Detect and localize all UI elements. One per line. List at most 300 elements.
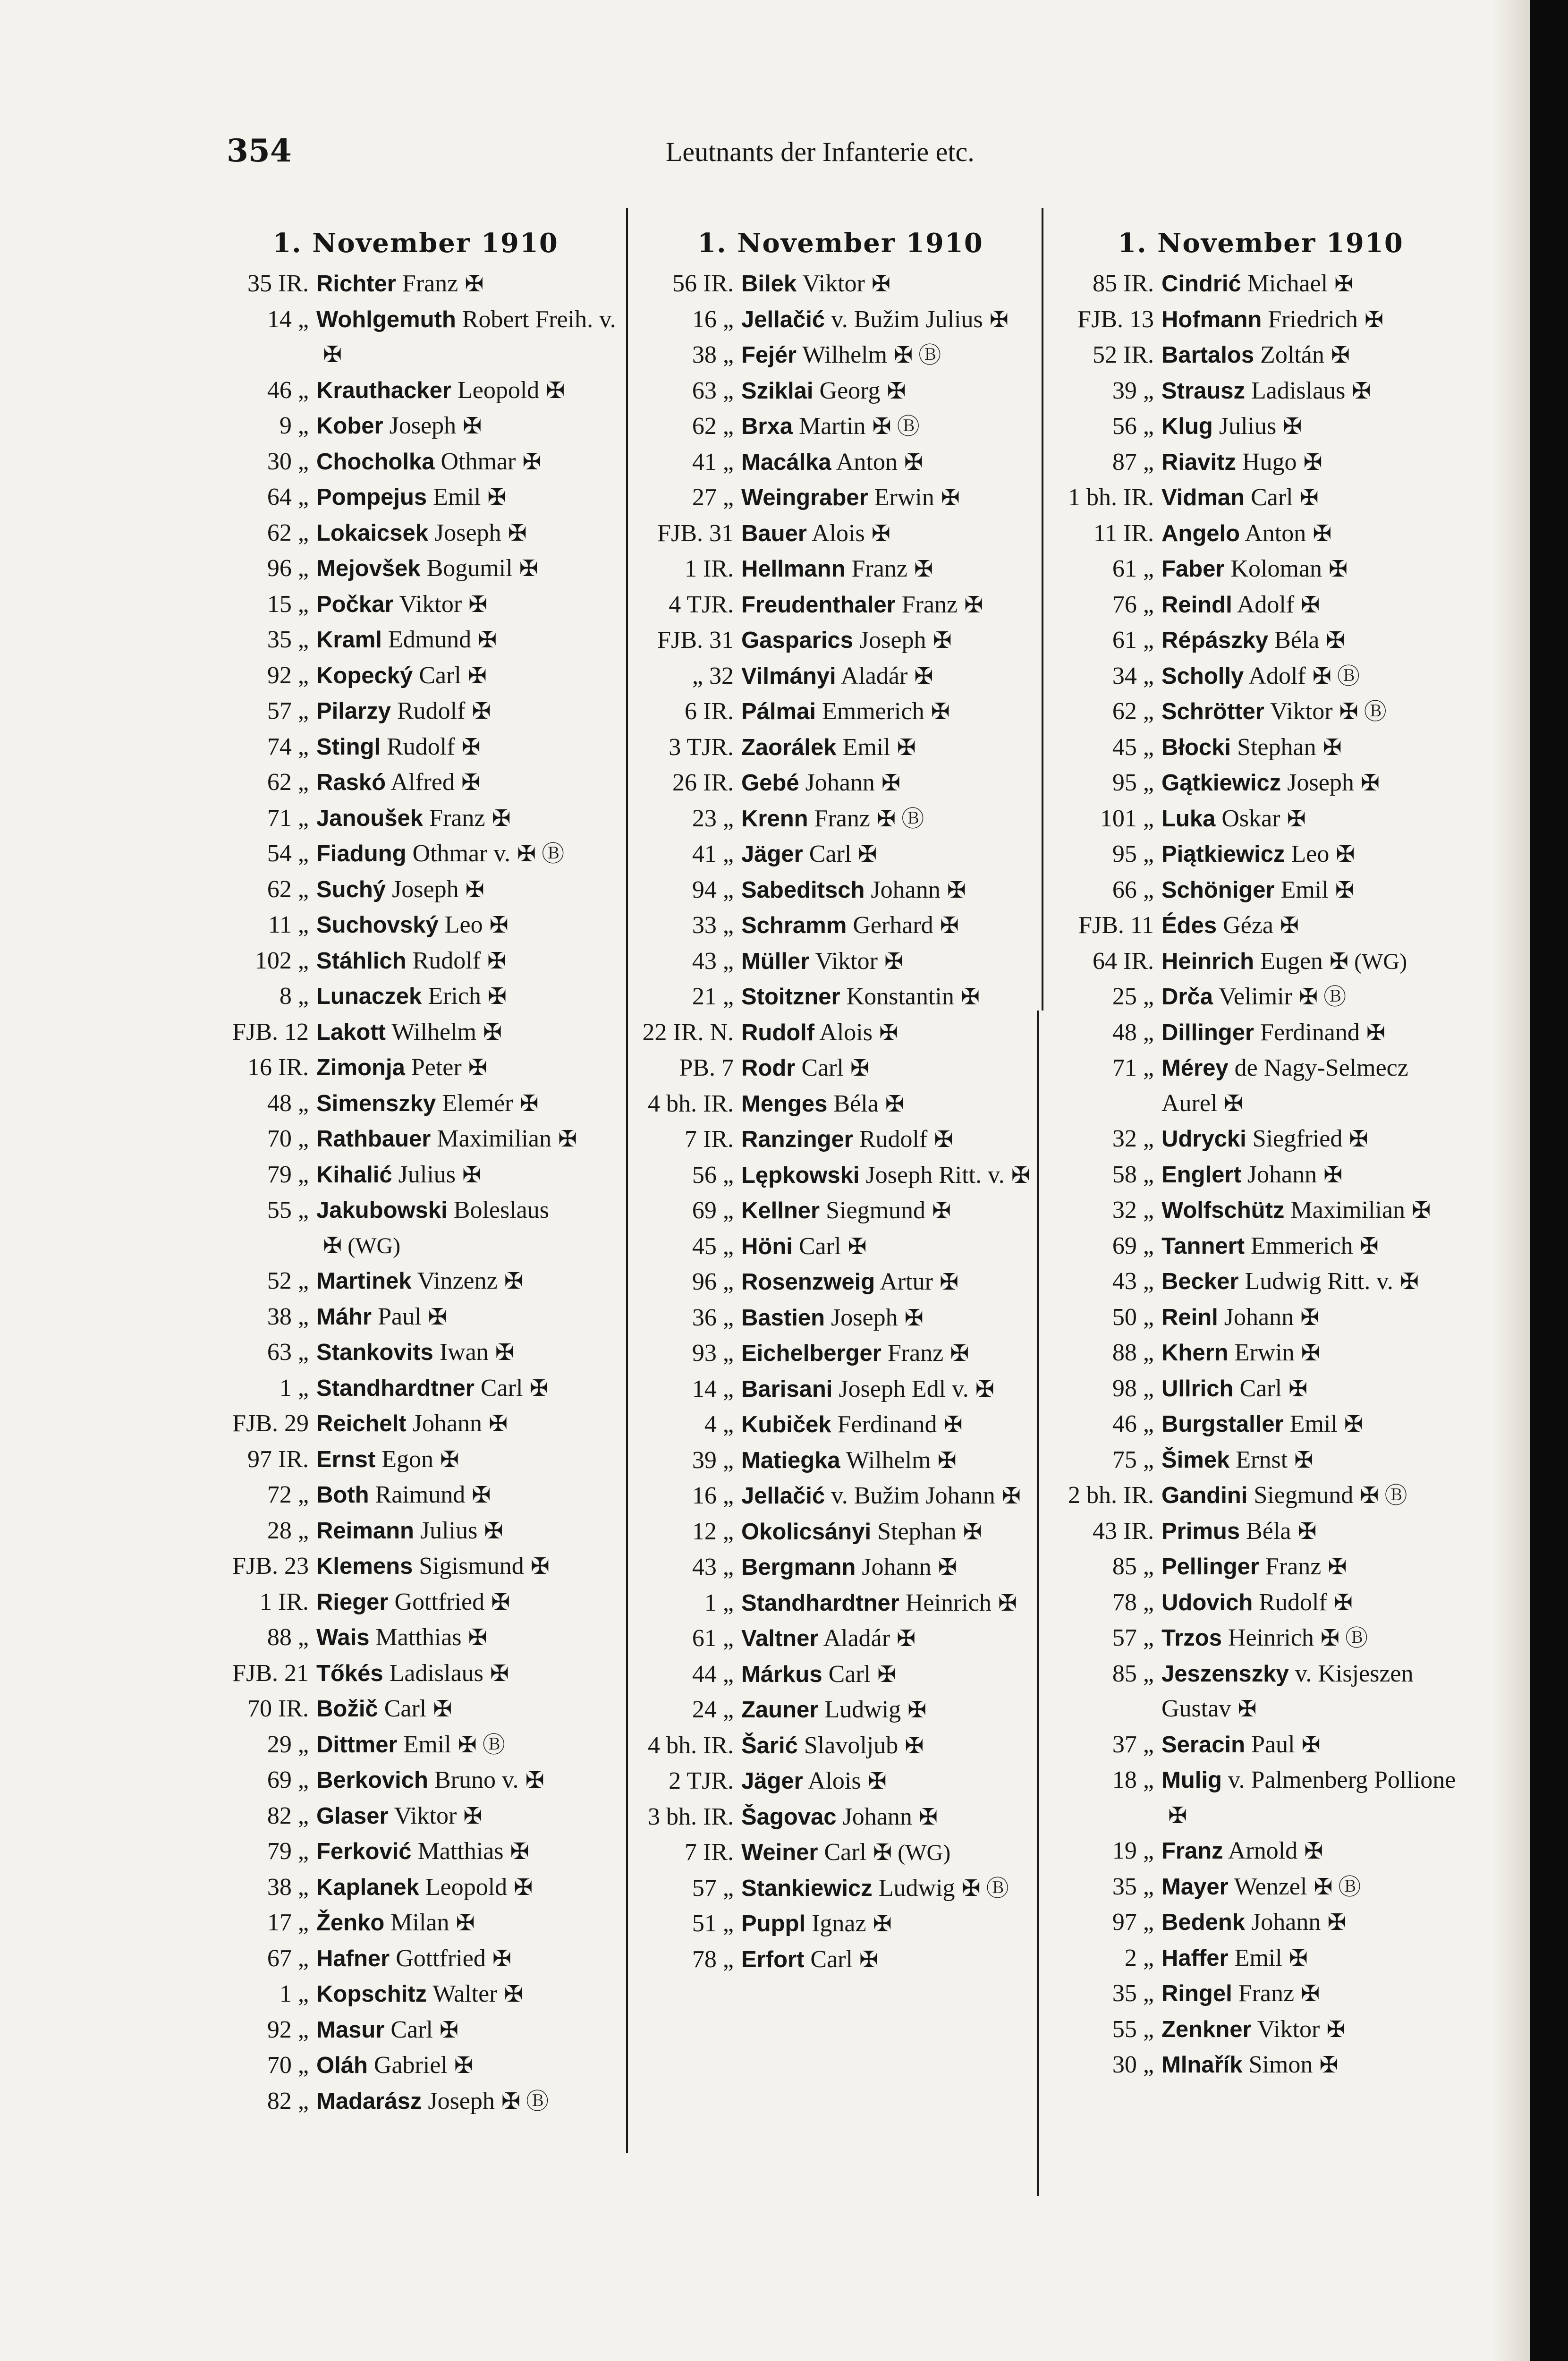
list-item — [208, 1620, 623, 1656]
column-1 — [208, 227, 623, 2119]
decoration-cross-icon: ✠ Ⓑ — [517, 841, 565, 866]
officer-name — [316, 943, 623, 979]
given-name: Emil — [1234, 1944, 1282, 1971]
decoration-cross-icon: ✠ — [504, 1269, 523, 1294]
unit-label: 79 „ — [267, 1161, 309, 1188]
list-item — [208, 1656, 623, 1692]
given-name: Joseph — [389, 412, 457, 439]
unit-label: 11 „ — [268, 911, 309, 938]
page-number: 354 — [227, 132, 292, 169]
unit-label: 92 „ — [267, 662, 309, 689]
given-name: Alfred — [390, 769, 455, 796]
list-item — [633, 873, 1048, 909]
given-name: Julius — [1219, 413, 1277, 440]
decoration-cross-icon: ✠ — [963, 1519, 982, 1545]
given-name: Stephan — [1237, 733, 1316, 761]
list-item — [1053, 944, 1468, 980]
decoration-cross-icon: ✠ — [940, 913, 959, 938]
list-item — [633, 694, 1048, 730]
surname: Jellačić — [741, 306, 825, 332]
officer-name — [1161, 944, 1468, 980]
given-name: Ignaz — [812, 1910, 866, 1937]
surname: Piątkiewicz — [1161, 841, 1285, 867]
list-item — [208, 1513, 623, 1549]
unit-label: 58 „ — [1112, 1161, 1154, 1188]
unit-label: 17 „ — [267, 1909, 309, 1936]
list-item — [208, 1015, 623, 1051]
decoration-cross-icon: ✠ — [887, 378, 906, 404]
list-item — [208, 1335, 623, 1371]
list-item — [208, 1442, 623, 1478]
decoration-cross-icon: ✠ — [1297, 1519, 1317, 1544]
list-item — [208, 765, 623, 801]
unit-label: 43 „ — [1112, 1268, 1154, 1295]
surname: Fiadung — [316, 841, 407, 866]
surname: Stankovits — [316, 1340, 433, 1365]
unit-label: 43 IR. — [1093, 1517, 1154, 1545]
decoration-cross-icon: ✠ (WG) — [1329, 949, 1407, 974]
surname: Mlnařík — [1161, 2052, 1243, 2078]
surname: Mérey — [1161, 1055, 1229, 1081]
officer-name — [1161, 801, 1468, 837]
officer-name — [1161, 302, 1468, 338]
surname: Gasparics — [741, 628, 853, 653]
given-name: Carl — [810, 1945, 853, 1973]
surname: Martinek — [316, 1268, 412, 1294]
given-name: Carl — [798, 1232, 841, 1260]
surname: Macálka — [741, 449, 831, 475]
unit-label: 64 „ — [267, 484, 309, 510]
unit-label: 93 „ — [692, 1340, 734, 1367]
officer-name — [741, 1586, 1048, 1622]
surname: Kober — [316, 413, 383, 439]
surname: Pálmai — [741, 699, 816, 724]
decoration-cross-icon: ✠ — [975, 1376, 994, 1402]
officer-name — [741, 1407, 1048, 1443]
unit-label: 88 „ — [267, 1624, 309, 1651]
officer-name — [316, 373, 623, 409]
officer-name — [741, 552, 1048, 587]
surname: Kopschitz — [316, 1981, 427, 2007]
officer-name — [1161, 659, 1468, 695]
unit-label: 1 IR. — [685, 555, 734, 582]
given-name: Gabriel — [373, 2052, 448, 2079]
list-item — [208, 266, 623, 302]
surname: Höni — [741, 1233, 793, 1259]
officer-name — [316, 2084, 623, 2120]
surname: Gątkiewicz — [1161, 770, 1281, 796]
unit-label: 41 „ — [692, 841, 734, 867]
decoration-cross-icon: ✠ — [1237, 1697, 1257, 1722]
list-item — [1053, 979, 1468, 1015]
unit-label: 97 „ — [1112, 1909, 1154, 1936]
given-name: Vinzenz — [417, 1267, 498, 1294]
list-item — [633, 516, 1048, 552]
surname: Mulig — [1161, 1767, 1222, 1793]
decoration-cross-icon: ✠ — [871, 521, 890, 546]
list-item — [1053, 1157, 1468, 1193]
given-name: Konstantin — [846, 983, 954, 1010]
unit-label: 85 „ — [1112, 1660, 1154, 1687]
officer-name — [1161, 1121, 1468, 1157]
given-name: Johann — [805, 769, 875, 796]
decoration-cross-icon: ✠ — [867, 1769, 887, 1794]
officer-name — [1161, 587, 1468, 623]
decoration-cross-icon: ✠ — [1326, 2017, 1346, 2042]
list-item — [208, 302, 623, 373]
unit-label: 48 „ — [267, 1089, 309, 1117]
given-name: Matthias — [417, 1838, 504, 1865]
unit-label: 94 „ — [692, 876, 734, 903]
given-name: Gottfried — [394, 1588, 485, 1615]
given-name: Ferdinand — [837, 1411, 937, 1438]
given-name: Ludwig — [824, 1696, 901, 1723]
list-item — [208, 622, 623, 658]
surname: Faber — [1161, 556, 1225, 582]
given-name: Gerhard — [853, 912, 933, 939]
list-item — [1053, 1621, 1468, 1656]
decoration-cross-icon: ✠ Ⓑ — [1339, 699, 1387, 724]
list-item — [208, 1799, 623, 1834]
list-item — [1053, 801, 1468, 837]
surname: Krauthacker — [316, 377, 451, 403]
decoration-cross-icon: ✠ — [468, 1055, 487, 1080]
unit-label: 69 „ — [267, 1767, 309, 1793]
officer-name — [1161, 1371, 1468, 1407]
officer-name — [316, 1335, 623, 1371]
given-name: Emil — [403, 1731, 451, 1758]
decoration-cross-icon: ✠ — [1366, 1020, 1386, 1045]
unit-label: 70 „ — [267, 2052, 309, 2079]
list-item — [1053, 765, 1468, 801]
list-item — [633, 1514, 1048, 1550]
surname: Zaorálek — [741, 734, 837, 760]
surname: Matiegka — [741, 1447, 840, 1473]
surname: Müller — [741, 948, 810, 974]
officer-name — [1161, 1443, 1468, 1478]
decoration-cross-icon: ✠ — [1328, 1554, 1347, 1580]
given-name: Carl — [1251, 484, 1293, 511]
given-name: Béla — [833, 1090, 879, 1117]
officer-name — [741, 1015, 1048, 1051]
unit-label: 39 „ — [692, 1446, 734, 1474]
given-name: Franz — [851, 555, 907, 582]
surname: Mejovšek — [316, 556, 421, 581]
decoration-cross-icon: ✠ Ⓑ — [894, 343, 941, 368]
list-item — [208, 2013, 623, 2048]
list-item — [633, 266, 1048, 302]
list-item — [208, 1870, 623, 1906]
officer-name — [741, 1764, 1048, 1800]
officer-name — [741, 302, 1048, 338]
officer-name — [316, 2048, 623, 2084]
decoration-cross-icon: ✠ — [885, 1091, 904, 1117]
given-name: Slavoljub — [804, 1732, 898, 1759]
list-item — [208, 1763, 623, 1799]
surname: Klemens — [316, 1554, 413, 1579]
officer-name — [1161, 2012, 1468, 2048]
list-item — [1053, 1051, 1468, 1121]
list-item — [208, 408, 623, 444]
officer-name — [316, 979, 623, 1015]
list-item — [208, 1157, 623, 1193]
list-item — [633, 1407, 1048, 1443]
decoration-cross-icon: ✠ Ⓑ — [872, 414, 920, 439]
given-name: Carl — [824, 1839, 867, 1866]
unit-label: 76 „ — [1112, 591, 1154, 618]
unit-label: 62 „ — [267, 519, 309, 546]
given-name: Matthias — [375, 1624, 462, 1651]
surname: Reindl — [1161, 592, 1232, 618]
surname: Bastien — [741, 1305, 825, 1331]
list-item — [208, 801, 623, 837]
officer-name — [1161, 374, 1468, 409]
given-name: Ferdinand — [1260, 1019, 1360, 1046]
list-item — [1053, 1229, 1468, 1265]
list-item — [208, 1406, 623, 1442]
surname: Cindrić — [1161, 271, 1241, 297]
surname: Stáhlich — [316, 948, 407, 974]
surname: Lunaczek — [316, 984, 422, 1009]
unit-label: 3 bh. IR. — [648, 1803, 734, 1830]
list-item — [208, 836, 623, 872]
decoration-cross-icon: ✠ — [522, 449, 542, 475]
officer-name — [741, 480, 1048, 516]
list-item — [208, 1121, 623, 1157]
list-item — [1053, 1727, 1468, 1763]
given-name: Anton — [836, 448, 898, 476]
given-name: Emil — [1280, 876, 1329, 903]
decoration-cross-icon: ✠ — [487, 485, 507, 510]
surname: Vilmányi — [741, 663, 836, 689]
decoration-cross-icon: ✠ — [478, 628, 497, 653]
officer-name — [1161, 1727, 1468, 1763]
surname: Luka — [1161, 806, 1216, 832]
officer-name — [316, 1086, 623, 1122]
surname: Khern — [1161, 1340, 1229, 1366]
officer-name — [316, 1299, 623, 1335]
officer-name — [316, 1478, 623, 1513]
officer-name — [741, 837, 1048, 873]
given-name: Joseph Edl v. — [839, 1375, 969, 1402]
officer-name — [316, 1549, 623, 1585]
surname: Riavitz — [1161, 449, 1236, 475]
officer-name — [316, 836, 623, 872]
officer-name — [741, 266, 1048, 302]
decoration-cross-icon: ✠ — [1294, 1447, 1314, 1473]
given-name: Artur — [880, 1268, 933, 1295]
surname: Okolicsányi — [741, 1519, 872, 1545]
decoration-cross-icon: ✠ — [932, 628, 952, 653]
given-name: Johann — [1224, 1303, 1294, 1331]
decoration-cross-icon: ✠ — [428, 1304, 447, 1330]
list-item — [633, 1764, 1048, 1800]
officer-name — [1161, 2047, 1468, 2083]
officer-name — [316, 551, 623, 587]
unit-label: 39 „ — [1112, 377, 1154, 404]
unit-label: 52 IR. — [1093, 341, 1154, 368]
surname: Hofmann — [1161, 306, 1262, 332]
officer-name — [1161, 1300, 1468, 1336]
decoration-cross-icon: ✠ — [529, 1376, 549, 1401]
given-name: Ladislaus — [389, 1659, 483, 1687]
surname: Rosenzweig — [741, 1269, 875, 1295]
surname: Seracin — [1161, 1732, 1246, 1758]
decoration-cross-icon: ✠ — [519, 1091, 539, 1116]
surname: Standhardtner — [741, 1590, 899, 1616]
given-name: Heinrich — [1228, 1624, 1314, 1651]
unit-label: 57 „ — [1112, 1624, 1154, 1651]
given-name: Rudolf — [412, 947, 481, 974]
decoration-cross-icon: ✠ — [462, 1162, 482, 1188]
list-item — [633, 908, 1048, 944]
officer-name — [1161, 908, 1468, 944]
unit-label: PB. 7 — [679, 1054, 734, 1081]
unit-label: 50 „ — [1112, 1303, 1154, 1331]
list-item — [1053, 1585, 1468, 1621]
list-item — [633, 1942, 1048, 1978]
given-name: Siegfried — [1252, 1125, 1343, 1152]
decoration-cross-icon: ✠ — [484, 1518, 503, 1544]
surname: Erfort — [741, 1946, 805, 1972]
entry-list — [208, 266, 623, 2119]
surname: Glaser — [316, 1803, 389, 1829]
list-item — [633, 1692, 1048, 1728]
given-name: Boleslaus — [453, 1197, 549, 1223]
given-name: Julius — [420, 1517, 478, 1544]
given-name: Maximilian — [437, 1125, 551, 1152]
surname: Wohlgemuth — [316, 306, 456, 332]
list-item — [208, 658, 623, 694]
decoration-cross-icon: ✠ — [1168, 1803, 1187, 1828]
given-name: Anton — [1245, 519, 1306, 547]
unit-label: 67 „ — [267, 1945, 309, 1972]
decoration-cross-icon: ✠ — [884, 949, 904, 974]
list-item — [633, 1871, 1048, 1907]
unit-label: 61 „ — [692, 1625, 734, 1652]
surname: Lępkowski — [741, 1162, 860, 1188]
list-item — [208, 1050, 623, 1086]
unit-label: 1 bh. IR. — [1068, 484, 1154, 511]
list-item — [1053, 873, 1468, 909]
surname: Fejér — [741, 342, 797, 368]
decoration-cross-icon: ✠ — [519, 556, 538, 581]
given-name: Géza — [1223, 912, 1273, 939]
unit-label: 51 „ — [692, 1910, 734, 1937]
list-item — [208, 373, 623, 409]
officer-name — [316, 1442, 623, 1478]
decoration-cross-icon: ✠ — [998, 1590, 1017, 1616]
unit-label: 38 „ — [267, 1303, 309, 1330]
surname: Sziklai — [741, 378, 814, 404]
unit-label: 66 „ — [1112, 876, 1154, 903]
surname: Schramm — [741, 913, 847, 938]
surname: Richter — [316, 271, 396, 297]
officer-name — [316, 444, 623, 480]
officer-name — [1161, 1335, 1468, 1371]
given-name: Adolf — [1237, 591, 1295, 618]
surname: Weiner — [741, 1840, 818, 1865]
given-name: Franz — [1238, 1980, 1295, 2007]
given-name: Ludwig Ritt. v. — [1245, 1268, 1393, 1295]
decoration-cross-icon: ✠ — [879, 1020, 898, 1045]
list-item — [633, 1229, 1048, 1265]
given-name: Joseph — [428, 2087, 495, 2115]
surname: Freudenthaler — [741, 592, 896, 618]
list-item — [633, 1478, 1048, 1514]
list-item — [208, 943, 623, 979]
officer-name — [741, 623, 1048, 659]
given-name: Béla — [1274, 627, 1320, 654]
decoration-cross-icon: ✠ — [510, 1839, 529, 1864]
officer-name — [316, 908, 623, 943]
unit-label: 1 „ — [704, 1589, 734, 1616]
officer-name — [1161, 338, 1468, 374]
unit-label: 62 „ — [267, 769, 309, 796]
decoration-cross-icon: ✠ — [525, 1768, 544, 1793]
unit-label: 9 „ — [279, 412, 309, 439]
list-item — [1053, 1514, 1468, 1550]
unit-label: 24 „ — [692, 1696, 734, 1723]
unit-label: 57 „ — [692, 1874, 734, 1902]
decoration-cross-icon: ✠ — [1322, 735, 1342, 760]
unit-label: 37 „ — [1112, 1731, 1154, 1758]
unit-label: 64 IR. — [1093, 947, 1154, 975]
surname: Both — [316, 1482, 369, 1508]
decoration-cross-icon: ✠ — [934, 1127, 953, 1152]
officer-name — [1161, 1264, 1468, 1300]
given-name: Emmerich — [1251, 1232, 1353, 1259]
given-name: Viktor — [815, 947, 878, 975]
officer-name — [741, 1621, 1048, 1657]
column-heading: 1. November 1910 — [1118, 228, 1404, 259]
surname: Strausz — [1161, 378, 1246, 404]
given-name: Franz — [1265, 1553, 1322, 1580]
officer-name — [741, 659, 1048, 695]
unit-label: 16 IR. — [247, 1054, 309, 1081]
given-name: Franz — [887, 1340, 944, 1367]
surname: Primus — [1161, 1518, 1240, 1544]
given-name: Franz — [429, 804, 485, 832]
unit-label: 57 „ — [267, 697, 309, 724]
officer-name — [316, 1015, 623, 1051]
decoration-cross-icon: ✠ — [514, 1875, 533, 1900]
decoration-cross-icon: ✠ — [504, 1982, 523, 2007]
decoration-cross-icon: ✠ — [1334, 272, 1354, 297]
decoration-cross-icon: ✠ Ⓑ — [961, 1876, 1009, 1901]
officer-name — [741, 1229, 1048, 1265]
decoration-cross-icon: ✠ — [1301, 1981, 1320, 2006]
officer-name — [1161, 730, 1468, 766]
surname: Ženko — [316, 1910, 385, 1936]
surname: Krenn — [741, 806, 808, 832]
list-item — [1053, 1443, 1468, 1478]
list-item — [208, 2084, 623, 2120]
given-name: Eugen — [1260, 947, 1323, 975]
list-item — [208, 551, 623, 587]
list-item — [1053, 1121, 1468, 1157]
given-name: Carl — [1239, 1375, 1282, 1402]
officer-name — [316, 1727, 623, 1763]
given-name: Johann — [1251, 1909, 1321, 1936]
unit-label: 19 „ — [1112, 1837, 1154, 1864]
page-header — [227, 132, 1062, 175]
unit-label: 95 „ — [1112, 841, 1154, 867]
surname: Vidman — [1161, 485, 1245, 510]
list-item — [1053, 1335, 1468, 1371]
given-name: Franz — [402, 270, 458, 297]
list-item — [633, 1336, 1048, 1372]
